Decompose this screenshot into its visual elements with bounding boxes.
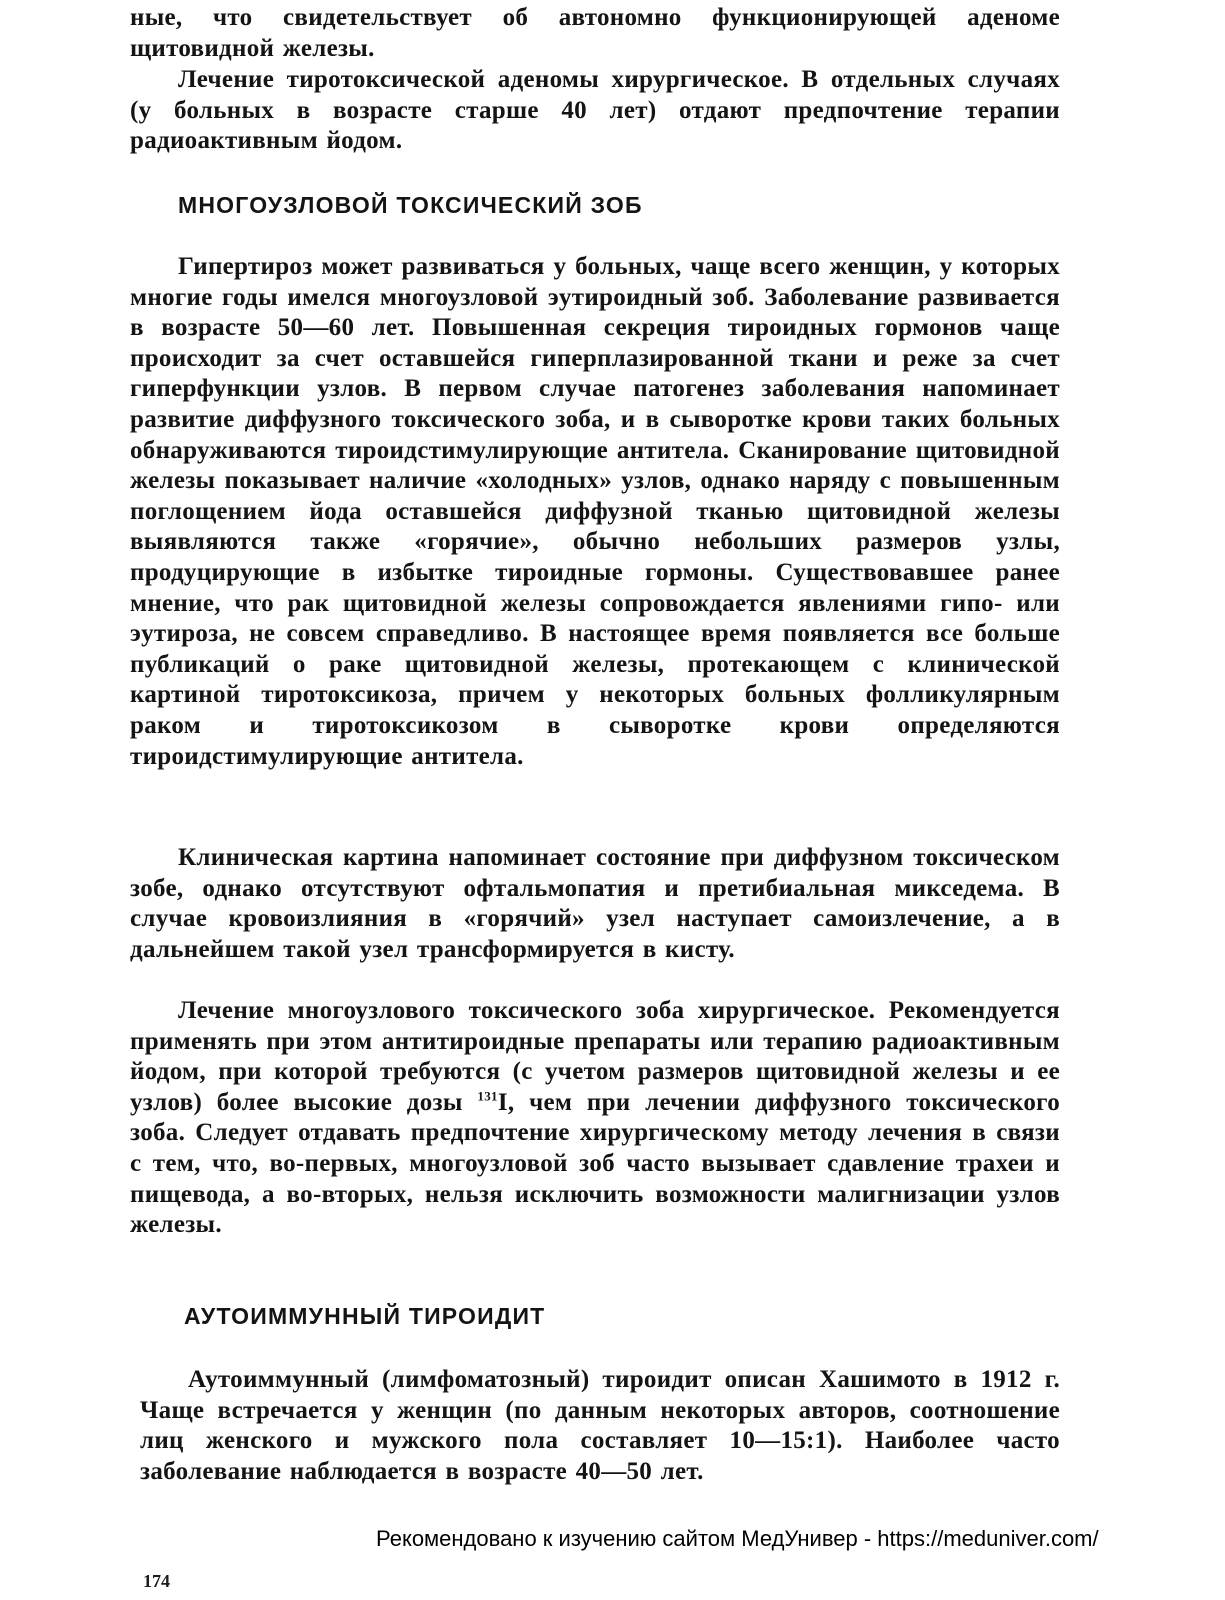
section2-paragraph-1: Аутоиммунный (лимфоматозный) тироидит описан Хашимото в 1912 г. Чаще встречается у женщин (по данным некоторых авторов, соотношение лиц женского и мужского пола составляет 10—15:1). Наиболее часто заболевание наблюдается в возрасте 40—50 лет. [140, 1366, 1060, 1485]
section-heading-multinodular-goiter: МНОГОУЗЛОВОЙ ТОКСИЧЕСКИЙ ЗОБ [178, 192, 643, 218]
section1-paragraph-1: Гипертироз может развиваться у больных, чаще всего женщин, у которых многие годы имелся многоузловой эутироидный зоб. Заболевание развивается в возрасте 50—60 лет. Повышенная секреция тироидных гормонов чаще происходит за счет оставшейся гиперплазированной ткани и реже за счет гиперфункции узлов. В первом случае патогенез заболевания напоминает развитие диффузного токсического зоба, и в сыворотке крови таких больных обнаруживаются тироидстимулирующие антитела. Сканирование щитовидной железы показывает наличие «холодных» узлов, однако наряду с повышенным поглощением йода оставшейся диффузной тканью щитовидной железы выявляются также «горячие», обычно небольших размеров узлы, продуцирующие в избытке тироидные гормоны. Существовавшее ранее мнение, что рак щитовидной железы сопровождается явлениями гипо- или эутироза, не совсем справедливо. В настоящее время появляется все больше публикаций о раке щитовидной железы, протекающем с клинической картиной тиротоксикоза, причем у некоторых больных фолликулярным раком и тиротоксикозом в сыворотке крови определяются тироидстимулирующие антитела. [130, 253, 1060, 770]
section1-paragraph-3-text-b: I, чем при лечении диффузного токсического зоба. Следует отдавать предпочтение хирургическому методу лечения в связи с тем, что, во-первых, многоузловой зоб часто вызывает сдавление трахеи и пищевода, а во-вторых, нельзя исключить возможности малигнизации узлов железы. [130, 1088, 1060, 1239]
section-heading-autoimmune-thyroiditis: АУТОИММУННЫЙ ТИРОИДИТ [184, 1303, 546, 1329]
section1-paragraph-3 [130, 996, 1060, 1241]
treatment-paragraph: Лечение тиротоксической аденомы хирургическое. В отдельных случаях (у больных в возрасте старше 40 лет) отдают предпочтение терапии радиоактивным йодом. [130, 66, 1060, 155]
isotope-mass-number: 131 [477, 1088, 498, 1104]
section1-paragraph-2: Клиническая картина напоминает состояние при диффузном токсическом зобе, однако отсутствуют офтальмопатия и претибиальная микседема. В случае кровоизлияния в «горячий» узел наступает самоизлечение, а в дальнейшем такой узел трансформируется в кисту. [130, 844, 1060, 963]
section1-paragraph-3-text-a: Лечение многоузлового токсического зоба хирургическое. Рекомендуется применять при этом антитироидные препараты или терапию радиоактивным йодом, при которой требуются (с учетом размеров щитовидной железы и ее узлов) более высокие дозы [130, 997, 1060, 1116]
continued-paragraph: ные, что свидетельствует об автономно функционирующей аденоме щитовидной железы. [130, 4, 1060, 62]
site-watermark: Рекомендовано к изучению сайтом МедУнивер - https://meduniver.com/ [376, 1526, 1099, 1551]
page-number: 174 [143, 1571, 170, 1591]
